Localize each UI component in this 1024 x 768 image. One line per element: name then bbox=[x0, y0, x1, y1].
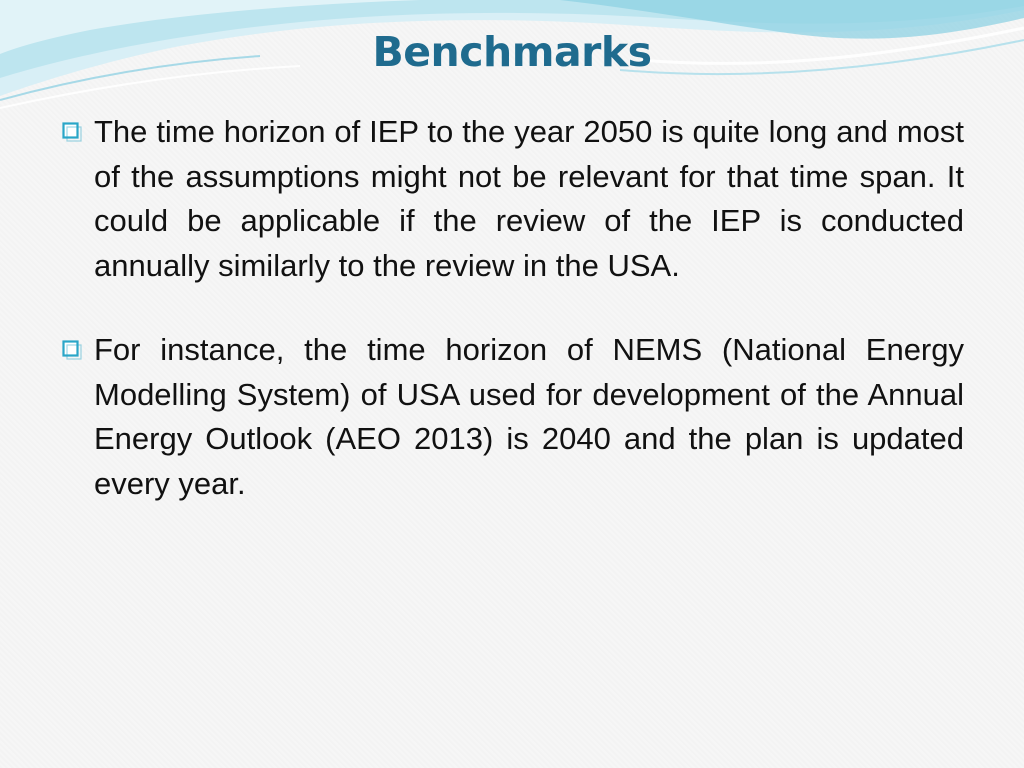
bullet-list bbox=[58, 110, 964, 546]
slide-title: Benchmarks bbox=[372, 28, 652, 76]
bullet-item bbox=[58, 110, 964, 288]
bullet-text: The time horizon of IEP to the year 2050 is quite long and most of the assumptions might not be relevant for that time span. It could be applicable if the review of the IEP is conducted annually similarly to the review in the USA. bbox=[94, 114, 964, 283]
hollow-square-bullet-icon bbox=[62, 122, 82, 142]
hollow-square-bullet-icon bbox=[62, 340, 82, 360]
bullet-text: For instance, the time horizon of NEMS (National Energy Modelling System) of USA used for development of the Annual Energy Outlook (AEO 2013) is 2040 and the plan is updated every year. bbox=[94, 332, 964, 501]
bullet-item bbox=[58, 328, 964, 506]
